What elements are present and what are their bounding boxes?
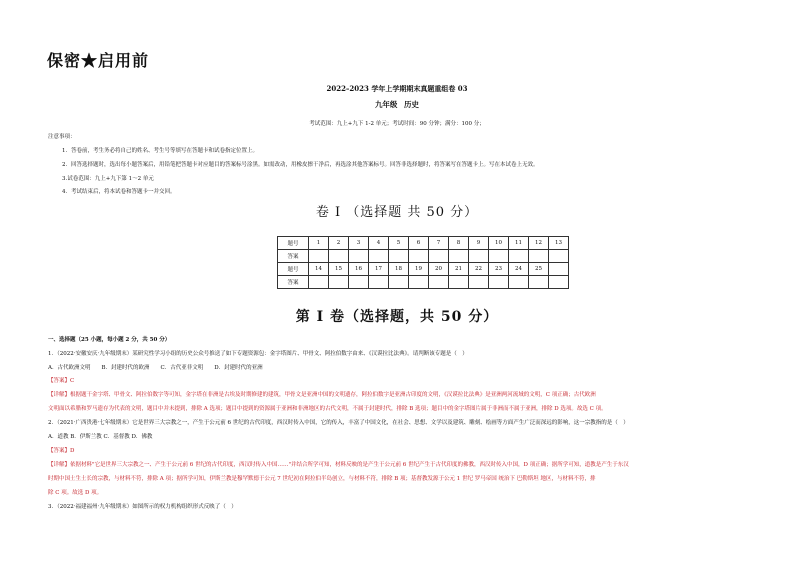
question-number: 13 xyxy=(549,237,569,250)
question-number: 17 xyxy=(369,263,389,276)
confidential-mark: 保密★启用前 xyxy=(47,51,150,70)
notice-item: 3.试卷范围：九上+九下第 1～2 单元 xyxy=(62,176,154,182)
question-3-stem: 3．（2022·福建福州·九年级期末）如图所示的权力机构组织形式反映了（ ） xyxy=(48,504,237,510)
answer-cell[interactable] xyxy=(429,276,449,289)
answer-cell[interactable] xyxy=(409,250,429,263)
answer-cell[interactable] xyxy=(509,250,529,263)
question-number: 5 xyxy=(389,237,409,250)
answer-cell[interactable] xyxy=(349,250,369,263)
question-number: 25 xyxy=(529,263,549,276)
question-number: 14 xyxy=(309,263,329,276)
answer-cell[interactable] xyxy=(309,250,329,263)
question-number: 11 xyxy=(509,237,529,250)
answer-cell[interactable] xyxy=(529,276,549,289)
question-number: 20 xyxy=(429,263,449,276)
answer-cell[interactable] xyxy=(329,250,349,263)
answer-table xyxy=(277,236,569,289)
question-1-options: A．古代欧洲文明 B．封建时代的欧洲 C．古代亚非文明 D．封建时代的亚洲 xyxy=(48,365,263,371)
part-heading: 一、选择题（25 小题，每小题 2 分，共 50 分） xyxy=(48,337,171,343)
notice-item: 4．考试结束后，将本试卷和答题卡一并交回。 xyxy=(62,189,176,195)
question-number: 4 xyxy=(369,237,389,250)
answer-cell[interactable] xyxy=(469,250,489,263)
question-number: 7 xyxy=(429,237,449,250)
section-1-title: 卷 I （选择题 共 50 分） xyxy=(315,205,479,220)
notice-item: 2．回答选择题时，选出每小题答案后，用铅笔把答题卡对应题目的答案标号涂黑。如需改动，用橡皮擦干净后，再选涂其他答案标号。回答非选择题时，将答案写在答题卡上。写在本试卷上无效。 xyxy=(62,162,539,168)
answer-cell[interactable] xyxy=(369,250,389,263)
question-number: 1 xyxy=(309,237,329,250)
answer-cell[interactable] xyxy=(449,250,469,263)
answer-cell[interactable] xyxy=(429,250,449,263)
question-number xyxy=(549,263,569,276)
answer-cell[interactable] xyxy=(469,276,489,289)
question-number: 15 xyxy=(329,263,349,276)
question-number: 16 xyxy=(349,263,369,276)
question-number: 18 xyxy=(389,263,409,276)
section-2-title: 第 I 卷（选择题，共 50 分） xyxy=(295,309,499,325)
question-number: 10 xyxy=(489,237,509,250)
question-2-analysis: 时期中国土生土长的宗教，与材料不符，排除 A 项；据所学可知，伊斯兰教是穆罕默德于公元 7 世纪初在阿拉伯半岛创立，与材料不符，排除 B 项；基督教发源于公元 1 世纪 罗马帝国 统治下 巴勒斯坦 地区，与材料不符，排 xyxy=(48,476,596,482)
row-label: 答案 xyxy=(278,250,309,263)
question-number: 3 xyxy=(349,237,369,250)
question-number: 8 xyxy=(449,237,469,250)
answer-cell[interactable] xyxy=(409,276,429,289)
question-number: 2 xyxy=(329,237,349,250)
row-label: 题号 xyxy=(278,263,309,276)
notice-item: 1．答卷前，考生务必将自己的姓名、考生号等填写在答题卡和试卷指定位置上。 xyxy=(62,148,259,154)
question-1-analysis: 文明面以希腊和罗马遗存为代表的文明，题目中并未提到，排除 A 选项；题目中提到的资源属于亚洲和非洲地区的古代文明，不属于封建时代，排除 B 选项；题目中的金字塔图片属于非洲而不属于亚洲，排除 D 选项。故选 C 项。 xyxy=(48,406,607,412)
notice-heading: 注意事项： xyxy=(48,134,76,140)
answer-cell[interactable] xyxy=(389,250,409,263)
answer-cell[interactable] xyxy=(449,276,469,289)
question-2-analysis: 【详解】依据材料"它是世界三大宗教之一、产生于公元前 6 世纪的古代印度，西汉时传入中国……"并结合所学可知，材料反映的是产生于公元前 6 世纪产生于古代印度的佛教，西汉时传入中国，D 项正确；据所学可知，道教是产生于东汉 xyxy=(48,462,629,468)
question-1-stem: 1．（2022·安徽安庆·九年级期末）某研究性学习小组的历史公众号推送了如下专题资源包：金字塔图片、甲骨文、阿拉伯数字由来、《汉谟拉比法典》。请判断该专题是（ ） xyxy=(48,351,468,357)
question-number: 23 xyxy=(489,263,509,276)
question-number: 24 xyxy=(509,263,529,276)
question-number: 12 xyxy=(529,237,549,250)
table-row xyxy=(278,263,569,276)
answer-cell[interactable] xyxy=(349,276,369,289)
question-2-options: A．道教 B．伊斯兰教 C．基督教 D．佛教 xyxy=(48,434,153,440)
answer-cell[interactable] xyxy=(529,250,549,263)
table-row xyxy=(278,237,569,250)
row-label: 答案 xyxy=(278,276,309,289)
table-row xyxy=(278,276,569,289)
exam-scope: 考试范围：九上+九下 1-2 单元；考试时间：90 分钟；满分：100 分； xyxy=(309,121,485,127)
row-label: 题号 xyxy=(278,237,309,250)
answer-cell[interactable] xyxy=(489,250,509,263)
answer-cell[interactable] xyxy=(549,276,569,289)
question-1-analysis: 【详解】根据题干金字塔、甲骨文、阿拉伯数字等可知，金字塔在非洲是古埃及时期修建的建筑，甲骨文是亚洲中国的文明遗存，阿拉伯数字是亚洲古印度的文明，《汉谟拉比法典》是亚洲两河流域的文明，C 项正确；古代欧洲 xyxy=(48,392,596,398)
question-2-stem: 2．（2021·广西贵港·七年级期末）它是世界三大宗教之一，产生于公元前 6 世纪的古代印度，西汉时传入中国，它的传入，丰富了中国文化，在社会、思想、文学以及建筑、雕刻、绘画等方面产生广泛而深远的影响，这一宗教指的是（ ） xyxy=(48,420,629,426)
answer-cell[interactable] xyxy=(329,276,349,289)
question-number: 22 xyxy=(469,263,489,276)
question-2-answer: 【答案】D xyxy=(48,448,75,454)
question-number: 6 xyxy=(409,237,429,250)
answer-cell[interactable] xyxy=(309,276,329,289)
answer-cell[interactable] xyxy=(489,276,509,289)
table-row xyxy=(278,250,569,263)
question-number: 19 xyxy=(409,263,429,276)
question-number: 9 xyxy=(469,237,489,250)
question-number: 21 xyxy=(449,263,469,276)
question-1-answer: 【答案】C xyxy=(48,378,75,384)
answer-cell[interactable] xyxy=(549,250,569,263)
question-2-analysis: 除 C 项。故选 D 项。 xyxy=(48,490,103,496)
answer-cell[interactable] xyxy=(509,276,529,289)
exam-subtitle: 九年级 历史 xyxy=(374,100,420,109)
exam-title: 2022–2023 学年上学期期末真题重组卷 03 xyxy=(326,84,468,93)
answer-cell[interactable] xyxy=(369,276,389,289)
answer-cell[interactable] xyxy=(389,276,409,289)
